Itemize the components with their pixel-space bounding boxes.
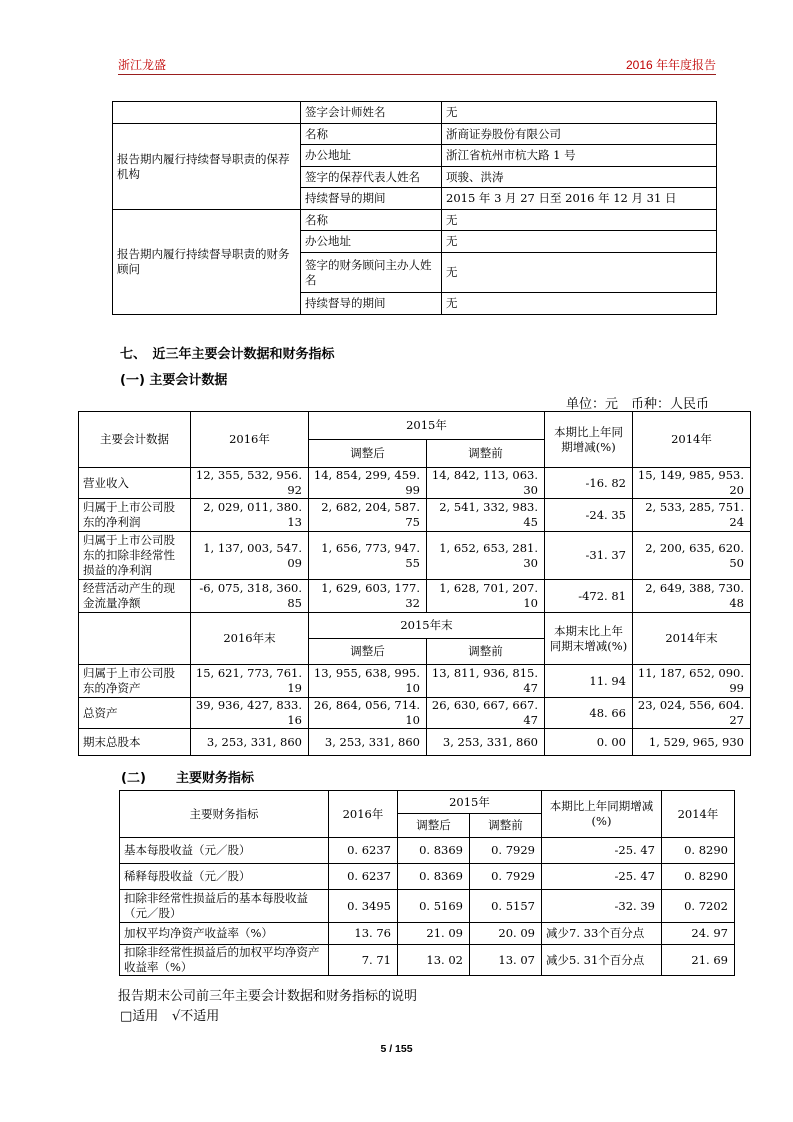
cell-value: 13, 811, 936, 815. 47 xyxy=(427,665,545,698)
cell-label: 办公地址 xyxy=(301,145,442,167)
cell-value: 3, 253, 331, 860 xyxy=(309,729,427,756)
cell-value: 0. 8290 xyxy=(662,838,735,864)
cell-value: 11, 187, 652, 090. 99 xyxy=(633,665,751,698)
cell-label: 签字的保荐代表人姓名 xyxy=(301,167,442,188)
header-change: 本期比上年同期增减(%) xyxy=(542,791,662,838)
cell-value: 0. 7202 xyxy=(662,890,735,923)
row-label: 基本每股收益（元／股） xyxy=(120,838,329,864)
unit-label: 单位：元 币种：人民币 xyxy=(565,397,709,412)
cell-value: -24. 35 xyxy=(545,499,633,532)
row-label: 归属于上市公司股东的净利润 xyxy=(79,499,191,532)
table-row xyxy=(120,945,735,976)
cell-value: 0. 7929 xyxy=(470,838,542,864)
cell-value: 减少5. 31个百分点 xyxy=(542,945,662,976)
cell-value: 0. 6237 xyxy=(329,838,398,864)
cell-label: 签字会计师姓名 xyxy=(301,102,442,124)
cell-value: 减少7. 33个百分点 xyxy=(542,923,662,945)
cell-value: 0. 8290 xyxy=(662,864,735,890)
cell-label: 办公地址 xyxy=(301,231,442,253)
cell-value: 21. 09 xyxy=(398,923,470,945)
cell-value: 浙江省杭州市杭大路 1 号 xyxy=(442,145,717,167)
cell-value: 14, 854, 299, 459. 99 xyxy=(309,468,427,499)
table-row xyxy=(79,580,751,613)
cell-value: 1, 529, 965, 930 xyxy=(633,729,751,756)
cell-value: 1, 652, 653, 281. 30 xyxy=(427,532,545,580)
cell-value: 0. 5169 xyxy=(398,890,470,923)
cell-value: 2, 533, 285, 751. 24 xyxy=(633,499,751,532)
report-title: 2016 年年度报告 xyxy=(625,58,716,72)
subsection-title: 主要财务指标 xyxy=(176,771,255,786)
cell-value: 无 xyxy=(442,102,717,124)
header-2014: 2014年 xyxy=(633,412,751,468)
company-name: 浙江龙盛 xyxy=(118,58,167,72)
header-pre-adjust: 调整前 xyxy=(470,814,542,838)
cell-value: -25. 47 xyxy=(542,864,662,890)
row-label: 总资产 xyxy=(79,698,191,729)
header-pre-adjust: 调整前 xyxy=(427,440,545,468)
cell-label: 持续督导的期间 xyxy=(301,188,442,210)
table-row xyxy=(79,729,751,756)
table-row xyxy=(120,838,735,864)
cell-label: 持续督导的期间 xyxy=(301,293,442,315)
table-row xyxy=(79,698,751,729)
header-2014-end: 2014年末 xyxy=(633,613,751,665)
cell-value: 0. 7929 xyxy=(470,864,542,890)
cell-value: 1, 628, 701, 207. 10 xyxy=(427,580,545,613)
cell-value: 0. 5157 xyxy=(470,890,542,923)
cell-value: 21. 69 xyxy=(662,945,735,976)
header-item: 主要财务指标 xyxy=(120,791,329,838)
cell-value: 26, 864, 056, 714. 10 xyxy=(309,698,427,729)
cell-value: -31. 37 xyxy=(545,532,633,580)
header-adjusted: 调整后 xyxy=(309,440,427,468)
row-label: 归属于上市公司股东的扣除非经常性损益的净利润 xyxy=(79,532,191,580)
header-2015: 2015年 xyxy=(309,412,545,440)
cell-value: 20. 09 xyxy=(470,923,542,945)
header-adjusted: 调整后 xyxy=(309,639,427,665)
row-label: 经营活动产生的现金流量净额 xyxy=(79,580,191,613)
cell-value: 2, 682, 204, 587. 75 xyxy=(309,499,427,532)
header-item: 主要会计数据 xyxy=(79,412,191,468)
header-pre-adjust: 调整前 xyxy=(427,639,545,665)
row-label: 稀释每股收益（元／股） xyxy=(120,864,329,890)
cell-value: 无 xyxy=(442,231,717,253)
table-row xyxy=(79,532,751,580)
header-2016-end: 2016年末 xyxy=(191,613,309,665)
row-label: 加权平均净资产收益率（%） xyxy=(120,923,329,945)
cell-value: 浙商证券股份有限公司 xyxy=(442,124,717,145)
cell-value: 15, 621, 773, 761. 19 xyxy=(191,665,309,698)
subsection-number: (二) xyxy=(121,771,146,786)
cell-value: 1, 137, 003, 547. 09 xyxy=(191,532,309,580)
row-label: 扣除非经常性损益后的基本每股收益（元／股） xyxy=(120,890,329,923)
sponsor-group-label: 报告期内履行持续督导职责的保荐机构 xyxy=(113,124,301,210)
page-number: 5 / 155 xyxy=(380,1043,413,1055)
cell-value: 2, 029, 011, 380. 13 xyxy=(191,499,309,532)
row-label: 营业收入 xyxy=(79,468,191,499)
header-2015: 2015年 xyxy=(398,791,542,814)
cell-value: 13. 76 xyxy=(329,923,398,945)
table-row xyxy=(79,499,751,532)
cell-value: 24. 97 xyxy=(662,923,735,945)
table-row xyxy=(79,665,751,698)
cell-value: 2, 649, 388, 730. 48 xyxy=(633,580,751,613)
cell-value: 26, 630, 667, 667. 47 xyxy=(427,698,545,729)
row-label: 扣除非经常性损益后的加权平均净资产收益率（%） xyxy=(120,945,329,976)
page-header xyxy=(118,56,716,75)
cell-value: 无 xyxy=(442,210,717,231)
table-row xyxy=(120,923,735,945)
header-adjusted: 调整后 xyxy=(398,814,470,838)
subsection-title: (一) 主要会计数据 xyxy=(120,373,228,388)
indicators-table xyxy=(119,790,735,976)
cell-value: -25. 47 xyxy=(542,838,662,864)
cell-value: -6, 075, 318, 360. 85 xyxy=(191,580,309,613)
cell-value: 2, 200, 635, 620. 50 xyxy=(633,532,751,580)
cell-value: 2, 541, 332, 983. 45 xyxy=(427,499,545,532)
table-row xyxy=(79,468,751,499)
cell-value: 无 xyxy=(442,253,717,293)
advisor-group-label: 报告期内履行持续督导职责的财务顾问 xyxy=(113,210,301,315)
cell-value: 项骏、洪涛 xyxy=(442,167,717,188)
cell-value: 23, 024, 556, 604. 27 xyxy=(633,698,751,729)
cell-value: 7. 71 xyxy=(329,945,398,976)
note-text: 报告期末公司前三年主要会计数据和财务指标的说明 xyxy=(118,989,418,1004)
cell-value: 0. 00 xyxy=(545,729,633,756)
option-applicable: □适用 xyxy=(120,1009,159,1024)
header-2015-end: 2015年末 xyxy=(309,613,545,639)
cell-value: 13, 955, 638, 995. 10 xyxy=(309,665,427,698)
option-not-applicable: √不适用 xyxy=(172,1009,220,1024)
cell-value: 0. 8369 xyxy=(398,838,470,864)
cell-value: -472. 81 xyxy=(545,580,633,613)
row-label: 期末总股本 xyxy=(79,729,191,756)
cell-value: 2015 年 3 月 27 日至 2016 年 12 月 31 日 xyxy=(442,188,717,210)
header-2016: 2016年 xyxy=(191,412,309,468)
cell-value: 13. 02 xyxy=(398,945,470,976)
cell-value: 0. 3495 xyxy=(329,890,398,923)
table-row xyxy=(120,890,735,923)
cell-value: 11. 94 xyxy=(545,665,633,698)
cell-label: 签字的财务顾问主办人姓名 xyxy=(301,253,442,293)
cell-value: 无 xyxy=(442,293,717,315)
cell-label: 名称 xyxy=(301,124,442,145)
cell-value: -32. 39 xyxy=(542,890,662,923)
cell-label: 名称 xyxy=(301,210,442,231)
cell-value: 3, 253, 331, 860 xyxy=(427,729,545,756)
header-2016: 2016年 xyxy=(329,791,398,838)
cell-value: 12, 355, 532, 956. 92 xyxy=(191,468,309,499)
cell-value: 14, 842, 113, 063. 30 xyxy=(427,468,545,499)
cell-value: 3, 253, 331, 860 xyxy=(191,729,309,756)
section-title: 七、 近三年主要会计数据和财务指标 xyxy=(120,347,335,362)
cell-value: 15, 149, 985, 953. 20 xyxy=(633,468,751,499)
cell-value: -16. 82 xyxy=(545,468,633,499)
sponsor-table xyxy=(112,101,717,315)
cell-value: 39, 936, 427, 833. 16 xyxy=(191,698,309,729)
header-change: 本期比上年同期增减(%) xyxy=(545,412,633,468)
header-2014: 2014年 xyxy=(662,791,735,838)
cell-value: 1, 656, 773, 947. 55 xyxy=(309,532,427,580)
accounting-table xyxy=(78,411,751,756)
cell-value: 48. 66 xyxy=(545,698,633,729)
row-label: 归属于上市公司股东的净资产 xyxy=(79,665,191,698)
cell-value: 1, 629, 603, 177. 32 xyxy=(309,580,427,613)
table-row xyxy=(120,864,735,890)
cell-value: 13. 07 xyxy=(470,945,542,976)
cell-value: 0. 8369 xyxy=(398,864,470,890)
cell-value: 0. 6237 xyxy=(329,864,398,890)
header-change-end: 本期末比上年同期末增减(%) xyxy=(545,613,633,665)
